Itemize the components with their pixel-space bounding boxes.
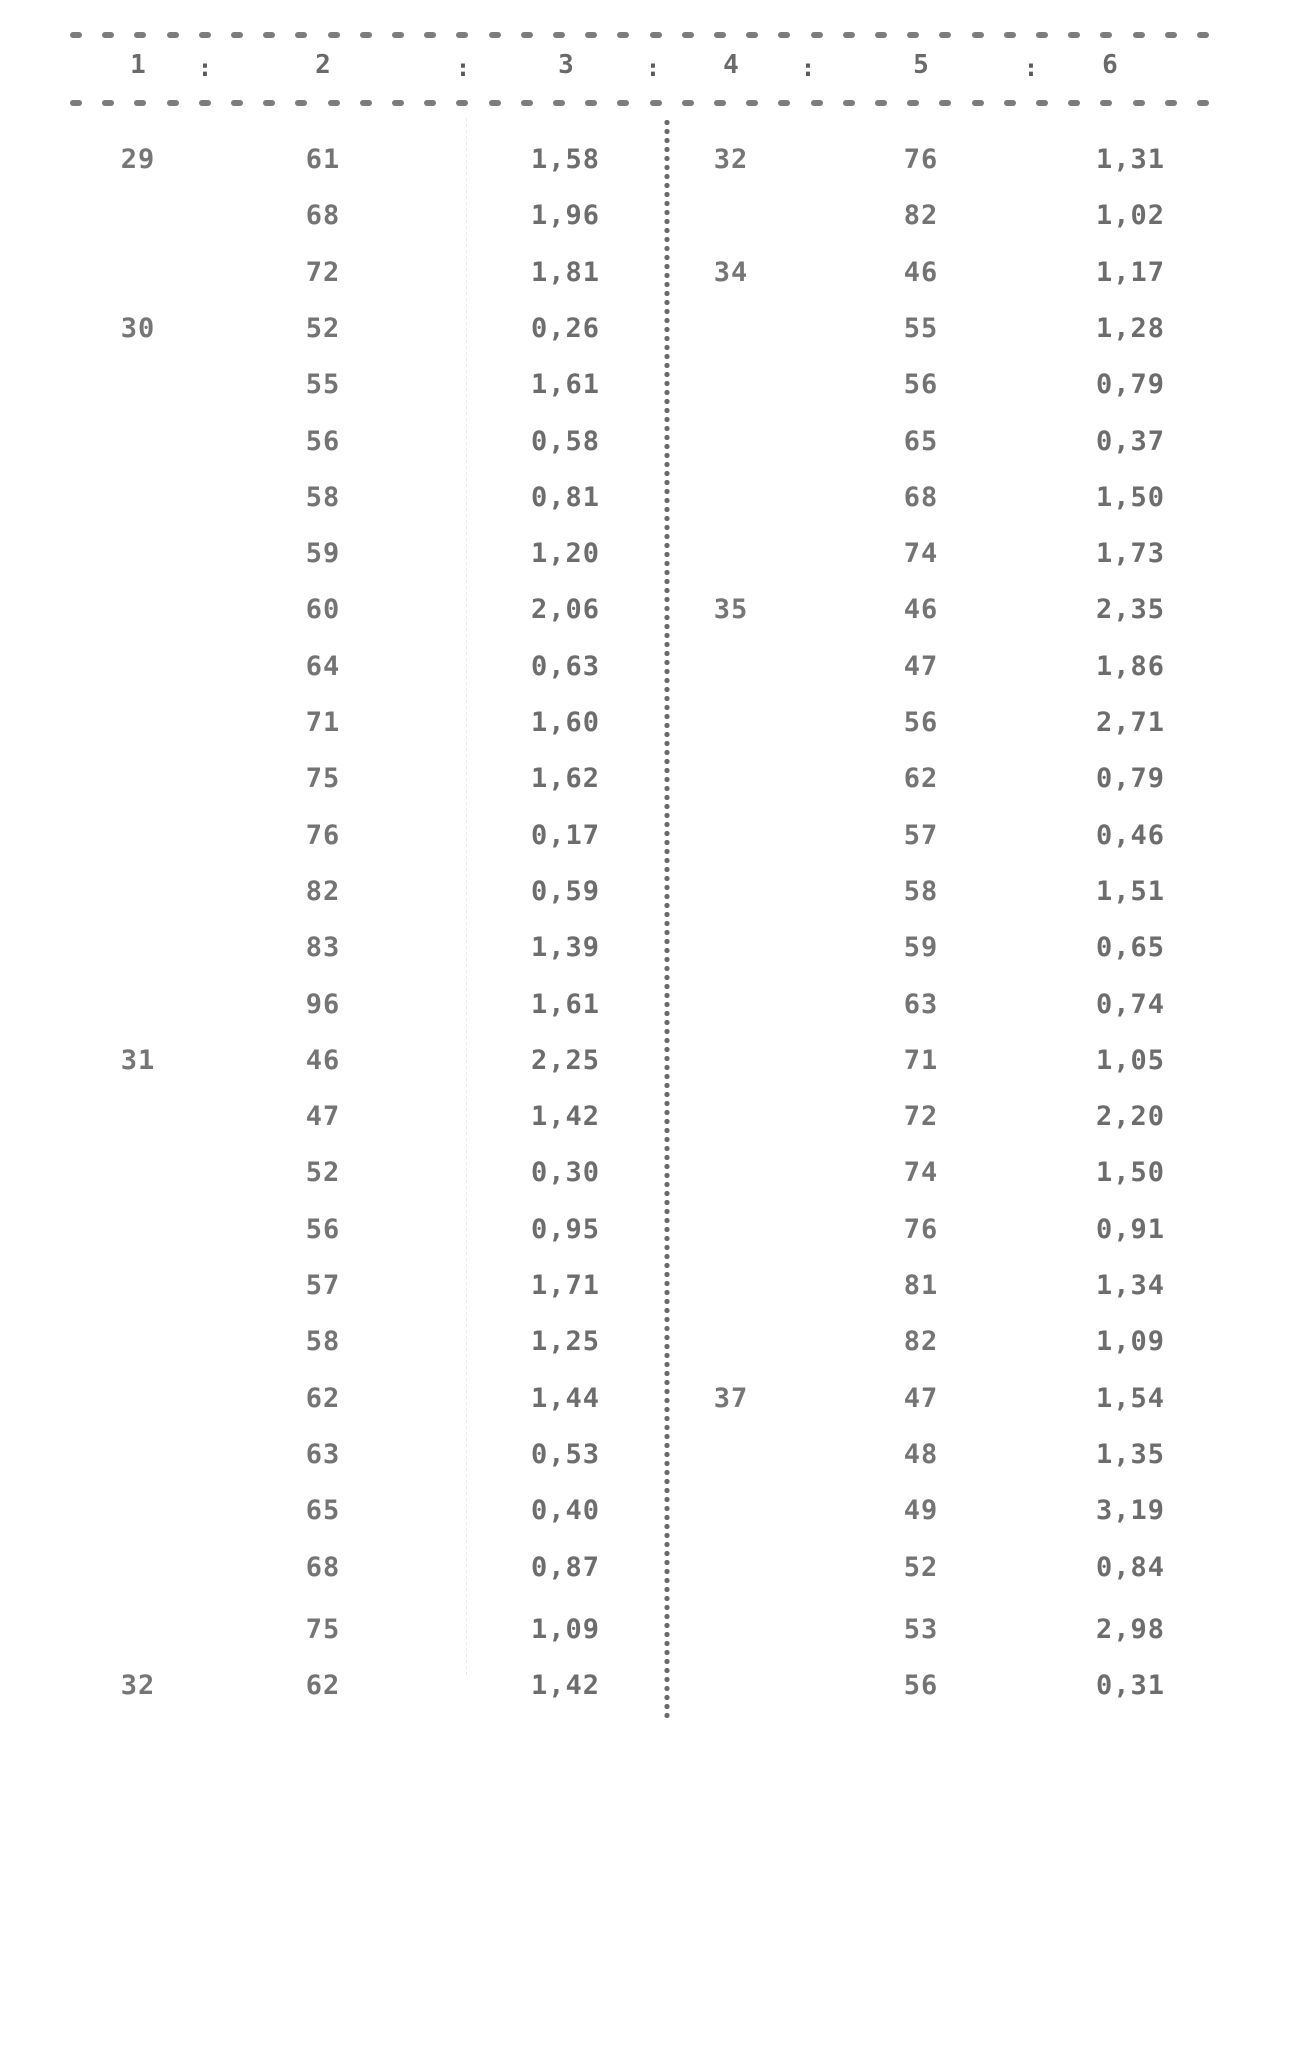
item-number-cell: 49 — [903, 1495, 939, 1527]
dash-mark — [102, 100, 114, 106]
group-number-cell: 29 — [120, 144, 156, 175]
dash-mark — [328, 32, 340, 38]
value-cell: 0,65 — [1095, 932, 1165, 964]
value-cell: 1,39 — [530, 932, 600, 964]
dash-mark — [1133, 100, 1145, 106]
item-number-cell: 46 — [903, 594, 939, 626]
center-dotted-separator — [663, 118, 671, 1718]
dash-mark — [939, 100, 951, 106]
value-cell: 1,61 — [530, 988, 600, 1020]
dash-mark — [972, 100, 984, 106]
item-number-cell: 55 — [903, 312, 939, 344]
value-cell: 2,20 — [1095, 1101, 1165, 1133]
dash-mark — [134, 32, 146, 38]
value-cell: 1,28 — [1095, 312, 1165, 344]
item-number-cell: 76 — [903, 1213, 939, 1245]
item-number-cell: 56 — [903, 707, 939, 738]
value-cell: 1,17 — [1095, 256, 1165, 288]
dash-mark — [746, 32, 758, 38]
dash-mark — [167, 32, 179, 38]
dash-mark — [360, 100, 372, 106]
item-number-cell: 65 — [305, 1495, 341, 1527]
dash-mark — [778, 32, 790, 38]
item-number-cell: 96 — [305, 988, 341, 1020]
item-number-cell: 75 — [305, 763, 341, 795]
item-number-cell: 74 — [903, 538, 939, 570]
header-separator: : — [455, 54, 471, 82]
value-cell: 0,63 — [530, 650, 600, 682]
dash-mark — [617, 32, 629, 38]
item-number-cell: 55 — [305, 369, 341, 401]
value-cell: 0,95 — [530, 1213, 600, 1245]
item-number-cell: 71 — [903, 1044, 939, 1076]
item-number-cell: 82 — [305, 875, 341, 907]
column-header-1: 1 — [130, 50, 146, 80]
item-number-cell: 63 — [903, 988, 939, 1020]
dash-mark — [843, 32, 855, 38]
value-cell: 1,50 — [1095, 481, 1165, 513]
item-number-cell: 61 — [305, 144, 341, 175]
dash-mark — [875, 100, 887, 106]
dash-mark — [167, 100, 179, 106]
header-separator: : — [645, 54, 661, 82]
dash-mark — [102, 32, 114, 38]
dash-mark — [456, 100, 468, 106]
dash-mark — [939, 32, 951, 38]
value-cell: 1,73 — [1095, 538, 1165, 570]
dash-mark — [199, 32, 211, 38]
item-number-cell: 83 — [305, 932, 341, 964]
header-bottom-dashed-rule — [70, 96, 1220, 110]
dash-mark — [1068, 32, 1080, 38]
dash-mark — [521, 32, 533, 38]
item-number-cell: 53 — [903, 1613, 939, 1645]
dash-mark — [1197, 100, 1209, 106]
value-cell: 1,86 — [1095, 650, 1165, 682]
item-number-cell: 47 — [305, 1101, 341, 1133]
item-number-cell: 74 — [903, 1157, 939, 1189]
dash-mark — [231, 100, 243, 106]
dash-mark — [489, 32, 501, 38]
value-cell: 0,17 — [530, 819, 600, 851]
value-cell: 2,25 — [530, 1044, 600, 1076]
value-cell: 0,79 — [1095, 369, 1165, 401]
item-number-cell: 57 — [903, 819, 939, 851]
dash-mark — [972, 32, 984, 38]
value-cell: 1,50 — [1095, 1157, 1165, 1189]
value-cell: 0,84 — [1095, 1551, 1165, 1583]
dash-mark — [1036, 32, 1048, 38]
item-number-cell: 58 — [305, 481, 341, 513]
dash-mark — [360, 32, 372, 38]
value-cell: 0,30 — [530, 1157, 600, 1189]
item-number-cell: 62 — [305, 1382, 341, 1414]
value-cell: 1,09 — [530, 1613, 600, 1645]
item-number-cell: 60 — [305, 594, 341, 626]
value-cell: 1,31 — [1095, 144, 1165, 175]
item-number-cell: 58 — [305, 1326, 341, 1358]
value-cell: 0,58 — [530, 425, 600, 457]
dash-mark — [295, 100, 307, 106]
dash-mark — [682, 100, 694, 106]
value-cell: 1,05 — [1095, 1044, 1165, 1076]
item-number-cell: 56 — [903, 369, 939, 401]
item-number-cell: 56 — [305, 425, 341, 457]
column-header-2: 2 — [315, 50, 331, 80]
value-cell: 1,34 — [1095, 1270, 1165, 1301]
item-number-cell: 52 — [903, 1551, 939, 1583]
header-separator: : — [1023, 54, 1039, 82]
dash-mark — [1165, 100, 1177, 106]
value-cell: 1,62 — [530, 763, 600, 795]
header-top-dashed-rule — [70, 28, 1220, 42]
item-number-cell: 56 — [903, 1670, 939, 1702]
dash-mark — [907, 32, 919, 38]
value-cell: 1,51 — [1095, 875, 1165, 907]
value-cell: 0,26 — [530, 312, 600, 344]
value-cell: 1,71 — [530, 1270, 600, 1301]
dash-mark — [263, 32, 275, 38]
group-number-cell: 35 — [713, 594, 749, 626]
item-number-cell: 57 — [305, 1270, 341, 1301]
dash-mark — [489, 100, 501, 106]
dash-mark — [231, 32, 243, 38]
value-cell: 1,20 — [530, 538, 600, 570]
value-cell: 2,35 — [1095, 594, 1165, 626]
dash-mark — [1100, 32, 1112, 38]
value-cell: 0,87 — [530, 1551, 600, 1583]
group-number-cell: 34 — [713, 256, 749, 288]
value-cell: 1,60 — [530, 707, 600, 738]
faint-column-guide — [466, 118, 467, 1678]
item-number-cell: 72 — [305, 256, 341, 288]
item-number-cell: 47 — [903, 1382, 939, 1414]
item-number-cell: 76 — [305, 819, 341, 851]
dash-mark — [746, 100, 758, 106]
item-number-cell: 82 — [903, 200, 939, 232]
group-number-cell: 32 — [713, 144, 749, 175]
item-number-cell: 46 — [305, 1044, 341, 1076]
item-number-cell: 71 — [305, 707, 341, 738]
value-cell: 1,42 — [530, 1670, 600, 1702]
dash-mark — [70, 100, 82, 106]
item-number-cell: 46 — [903, 256, 939, 288]
value-cell: 0,31 — [1095, 1670, 1165, 1702]
dash-mark — [553, 32, 565, 38]
dash-mark — [811, 32, 823, 38]
group-number-cell: 37 — [713, 1382, 749, 1414]
column-header-4: 4 — [723, 50, 739, 80]
group-number-cell: 32 — [120, 1670, 156, 1702]
dash-mark — [424, 100, 436, 106]
dash-mark — [1133, 32, 1145, 38]
dash-mark — [553, 100, 565, 106]
dash-mark — [456, 32, 468, 38]
header-separator: : — [800, 54, 816, 82]
value-cell: 1,58 — [530, 144, 600, 175]
column-header-6: 6 — [1102, 50, 1118, 80]
dash-mark — [1068, 100, 1080, 106]
column-header-3: 3 — [558, 50, 574, 80]
dash-mark — [843, 100, 855, 106]
item-number-cell: 52 — [305, 1157, 341, 1189]
dash-mark — [1036, 100, 1048, 106]
item-number-cell: 47 — [903, 650, 939, 682]
item-number-cell: 72 — [903, 1101, 939, 1133]
value-cell: 0,91 — [1095, 1213, 1165, 1245]
value-cell: 0,53 — [530, 1438, 600, 1470]
dash-mark — [263, 100, 275, 106]
value-cell: 2,06 — [530, 594, 600, 626]
dash-mark — [392, 100, 404, 106]
dash-mark — [617, 100, 629, 106]
dash-mark — [585, 100, 597, 106]
dash-mark — [134, 100, 146, 106]
value-cell: 1,35 — [1095, 1438, 1165, 1470]
item-number-cell: 68 — [305, 1551, 341, 1583]
dash-mark — [778, 100, 790, 106]
item-number-cell: 48 — [903, 1438, 939, 1470]
item-number-cell: 76 — [903, 144, 939, 175]
item-number-cell: 58 — [903, 875, 939, 907]
dash-mark — [1165, 32, 1177, 38]
dash-mark — [424, 32, 436, 38]
value-cell: 1,44 — [530, 1382, 600, 1414]
dash-mark — [295, 32, 307, 38]
item-number-cell: 75 — [305, 1613, 341, 1645]
dash-mark — [1100, 100, 1112, 106]
dash-mark — [1197, 32, 1209, 38]
value-cell: 1,54 — [1095, 1382, 1165, 1414]
dash-mark — [585, 32, 597, 38]
dash-mark — [714, 32, 726, 38]
value-cell: 0,81 — [530, 481, 600, 513]
value-cell: 1,96 — [530, 200, 600, 232]
item-number-cell: 65 — [903, 425, 939, 457]
item-number-cell: 62 — [305, 1670, 341, 1702]
item-number-cell: 52 — [305, 312, 341, 344]
dash-mark — [811, 100, 823, 106]
item-number-cell: 59 — [903, 932, 939, 964]
value-cell: 0,37 — [1095, 425, 1165, 457]
value-cell: 0,79 — [1095, 763, 1165, 795]
item-number-cell: 63 — [305, 1438, 341, 1470]
value-cell: 0,46 — [1095, 819, 1165, 851]
value-cell: 0,40 — [530, 1495, 600, 1527]
dash-mark — [70, 32, 82, 38]
value-cell: 1,09 — [1095, 1326, 1165, 1358]
group-number-cell: 31 — [120, 1044, 156, 1076]
column-header-5: 5 — [913, 50, 929, 80]
value-cell: 2,71 — [1095, 707, 1165, 738]
dash-mark — [650, 100, 662, 106]
dash-mark — [1004, 32, 1016, 38]
item-number-cell: 68 — [305, 200, 341, 232]
value-cell: 1,25 — [530, 1326, 600, 1358]
item-number-cell: 62 — [903, 763, 939, 795]
value-cell: 3,19 — [1095, 1495, 1165, 1527]
dash-mark — [875, 32, 887, 38]
dash-mark — [682, 32, 694, 38]
dash-mark — [328, 100, 340, 106]
item-number-cell: 64 — [305, 650, 341, 682]
header-separator: : — [197, 54, 213, 82]
group-number-cell: 30 — [120, 312, 156, 344]
value-cell: 0,74 — [1095, 988, 1165, 1020]
dash-mark — [1004, 100, 1016, 106]
dash-mark — [521, 100, 533, 106]
item-number-cell: 59 — [305, 538, 341, 570]
dash-mark — [392, 32, 404, 38]
value-cell: 0,59 — [530, 875, 600, 907]
dash-mark — [650, 32, 662, 38]
item-number-cell: 82 — [903, 1326, 939, 1358]
value-cell: 1,42 — [530, 1101, 600, 1133]
dash-mark — [907, 100, 919, 106]
value-cell: 1,02 — [1095, 200, 1165, 232]
value-cell: 1,61 — [530, 369, 600, 401]
value-cell: 2,98 — [1095, 1613, 1165, 1645]
dash-mark — [714, 100, 726, 106]
dash-mark — [199, 100, 211, 106]
value-cell: 1,81 — [530, 256, 600, 288]
item-number-cell: 81 — [903, 1270, 939, 1301]
item-number-cell: 56 — [305, 1213, 341, 1245]
item-number-cell: 68 — [903, 481, 939, 513]
